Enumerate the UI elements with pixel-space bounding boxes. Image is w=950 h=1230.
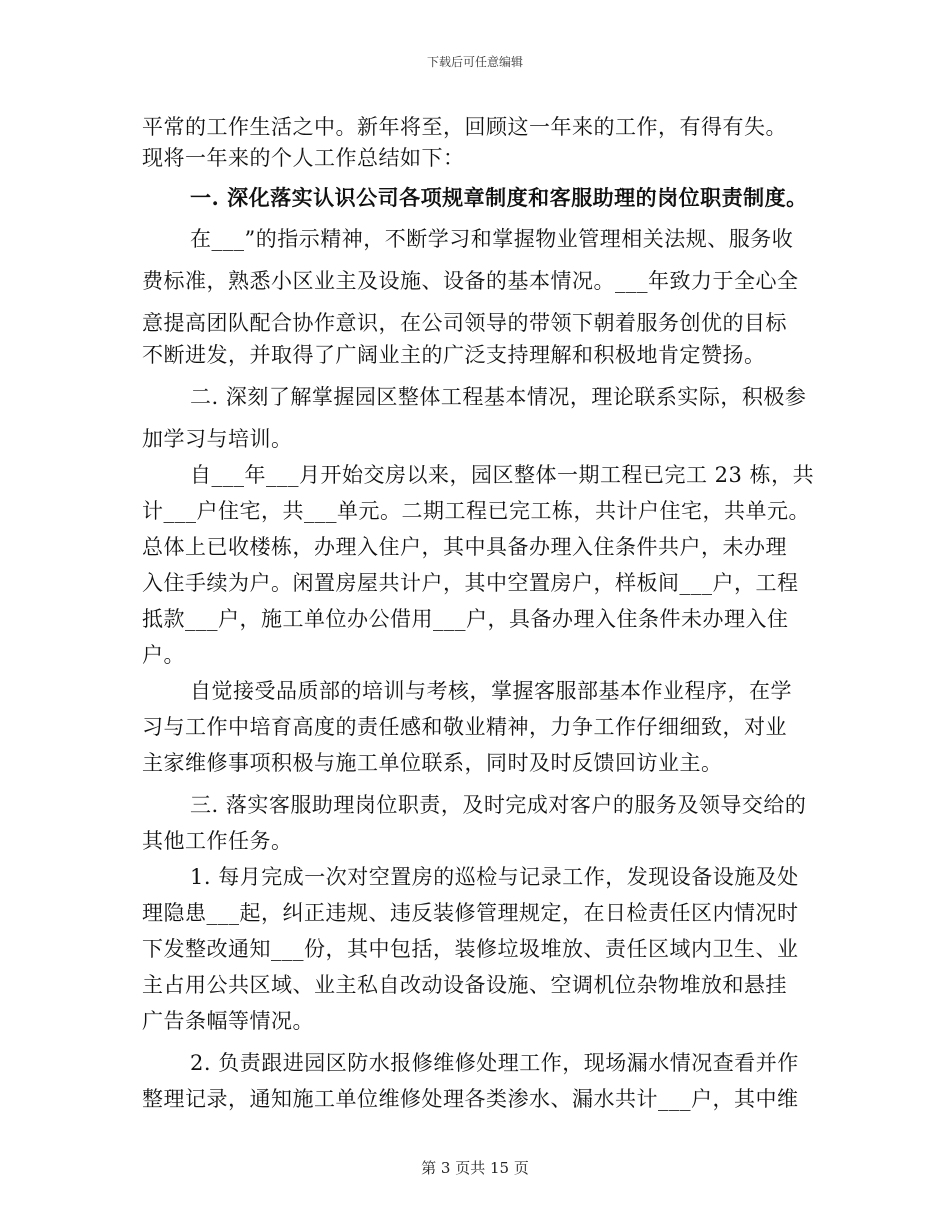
text-line: 整理记录，通知施工单位维修处理各类渗水、漏水共计___户，其中维	[142, 1087, 799, 1111]
text-line: 不断进发，并取得了广阔业主的广泛支持理解和积极地肯定赞扬。	[142, 343, 766, 367]
text-line: 习与工作中培育高度的责任感和敬业精神，力争工作仔细细致，对业	[142, 715, 787, 739]
text-line: 二. 深刻了解掌握园区整体工程基本情况，理论联系实际，积极参	[190, 385, 807, 409]
text-line: 自___年___月开始交房以来，园区整体一期工程已完工 23 栋，共	[190, 463, 815, 487]
text-line: 入住手续为户。闲置房屋共计户，其中空置房户，样板间___户，工程	[142, 571, 799, 595]
text-line: 理隐患___起，纠正违规、违反装修管理规定，在日检责任区内情况时	[142, 901, 799, 925]
text-line: 费标准，熟悉小区业主及设施、设备的基本情况。___年致力于全心全	[142, 269, 799, 293]
text-line: 户。	[142, 643, 185, 667]
text-line: 自觉接受品质部的培训与考核，掌握客服部基本作业程序，在学	[190, 679, 792, 703]
text-line: 主占用公共区域、业主私自改动设备设施、空调机位杂物堆放和悬挂	[142, 973, 787, 997]
text-line: 主家维修事项积极与施工单位联系，同时及时反馈回访业主。	[142, 751, 723, 775]
text-line: 计___户住宅，共___单元。二期工程已完工栋，共计户住宅，共单元。	[142, 499, 810, 523]
text-line: 加学习与培训。	[142, 427, 293, 451]
text-line: 1. 每月完成一次对空置房的巡检与记录工作，发现设备设施及处	[190, 865, 799, 889]
text-line: 总体上已收楼栋，办理入住户，其中具备办理入住条件共户，未办理	[142, 535, 787, 559]
text-line: 三. 落实客服助理岗位职责，及时完成对客户的服务及领导交给的	[190, 793, 807, 817]
text-line: 现将一年来的个人工作总结如下：	[142, 146, 465, 170]
page-footer: 第 3 页共 15 页	[421, 1159, 529, 1177]
text-line: 一. 深化落实认识公司各项规章制度和客服助理的岗位职责制度。	[190, 185, 808, 210]
text-line: 下发整改通知___份，其中包括，装修垃圾堆放、责任区域内卫生、业	[142, 937, 799, 961]
text-line: 其他工作任务。	[142, 829, 293, 853]
text-line: 意提高团队配合协作意识，在公司领导的带领下朝着服务创优的目标	[142, 311, 787, 335]
text-line: 在___”的指示精神，不断学习和掌握物业管理相关法规、服务收	[190, 227, 794, 251]
text-line: 抵款___户，施工单位办公借用___户，具备办理入住条件未办理入住	[142, 607, 789, 631]
text-line: 2. 负责跟进园区防水报修维修处理工作，现场漏水情况查看并作	[190, 1051, 799, 1075]
text-line: 平常的工作生活之中。新年将至，回顾这一年来的工作，有得有失。	[142, 115, 787, 139]
page-header: 下载后可任意编辑	[426, 55, 523, 69]
text-line: 广告条幅等情况。	[142, 1009, 314, 1033]
